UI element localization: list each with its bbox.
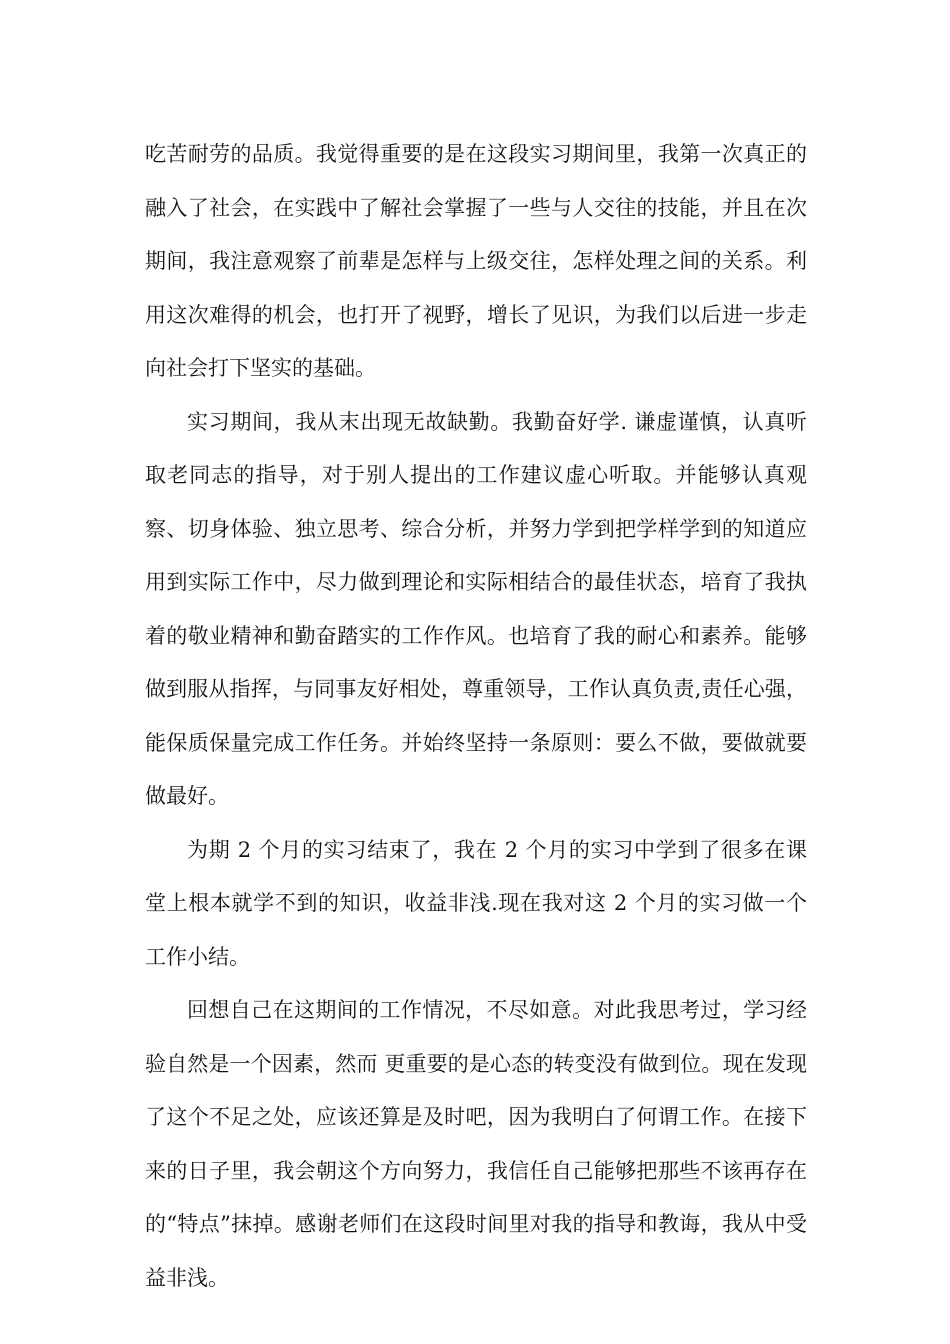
document-page bbox=[145, 128, 807, 1305]
paragraph-1: 吃苦耐劳的品质。我觉得重要的是在这段实习期间里，我第一次真正的融入了社会，在实践中了解社会掌握了一些与人交往的技能，并且在次期间，我注意观察了前辈是怎样与上级交往，怎样处理之间的关系。利用这次难得的机会，也打开了视野，增长了见识，为我们以后进一步走向社会打下坚实的基础。 bbox=[145, 142, 807, 380]
paragraph-4: 回想自己在这期间的工作情况，不尽如意。对此我思考过，学习经验自然是一个因素，然而 更重要的是心态的转变没有做到位。现在发现了这个不足之处，应该还算是及时吧，因为我明白了何谓工作。在接下来的日子里，我会朝这个方向努力，我信任自己能够把那些不该再存在的“特点”抹掉。感谢老师们在这段时间里对我的指导和教诲，我从中受益非浅。 bbox=[145, 998, 807, 1290]
paragraph-3: 为期 2 个月的实习结束了，我在 2 个月的实习中学到了很多在课堂上根本就学不到的知识，收益非浅.现在我对这 2 个月的实习做一个工作小结。 bbox=[145, 837, 807, 969]
paragraph-2: 实习期间，我从末出现无故缺勤。我勤奋好学. 谦虚谨慎，认真听取老同志的指导，对于别人提出的工作建议虚心听取。并能够认真观察、切身体验、独立思考、综合分析，并努力学到把学样学到的知道应用到实际工作中，尽力做到理论和实际相结合的最佳状态，培育了我执着的敬业精神和勤奋踏实的工作作风。也培育了我的耐心和素养。能够做到服从指挥，与同事友好相处，尊重领导，工作认真负责,责任心强，能保质保量完成工作任务。并始终坚持一条原则：要么不做，要做就要做最好。 bbox=[145, 409, 807, 808]
